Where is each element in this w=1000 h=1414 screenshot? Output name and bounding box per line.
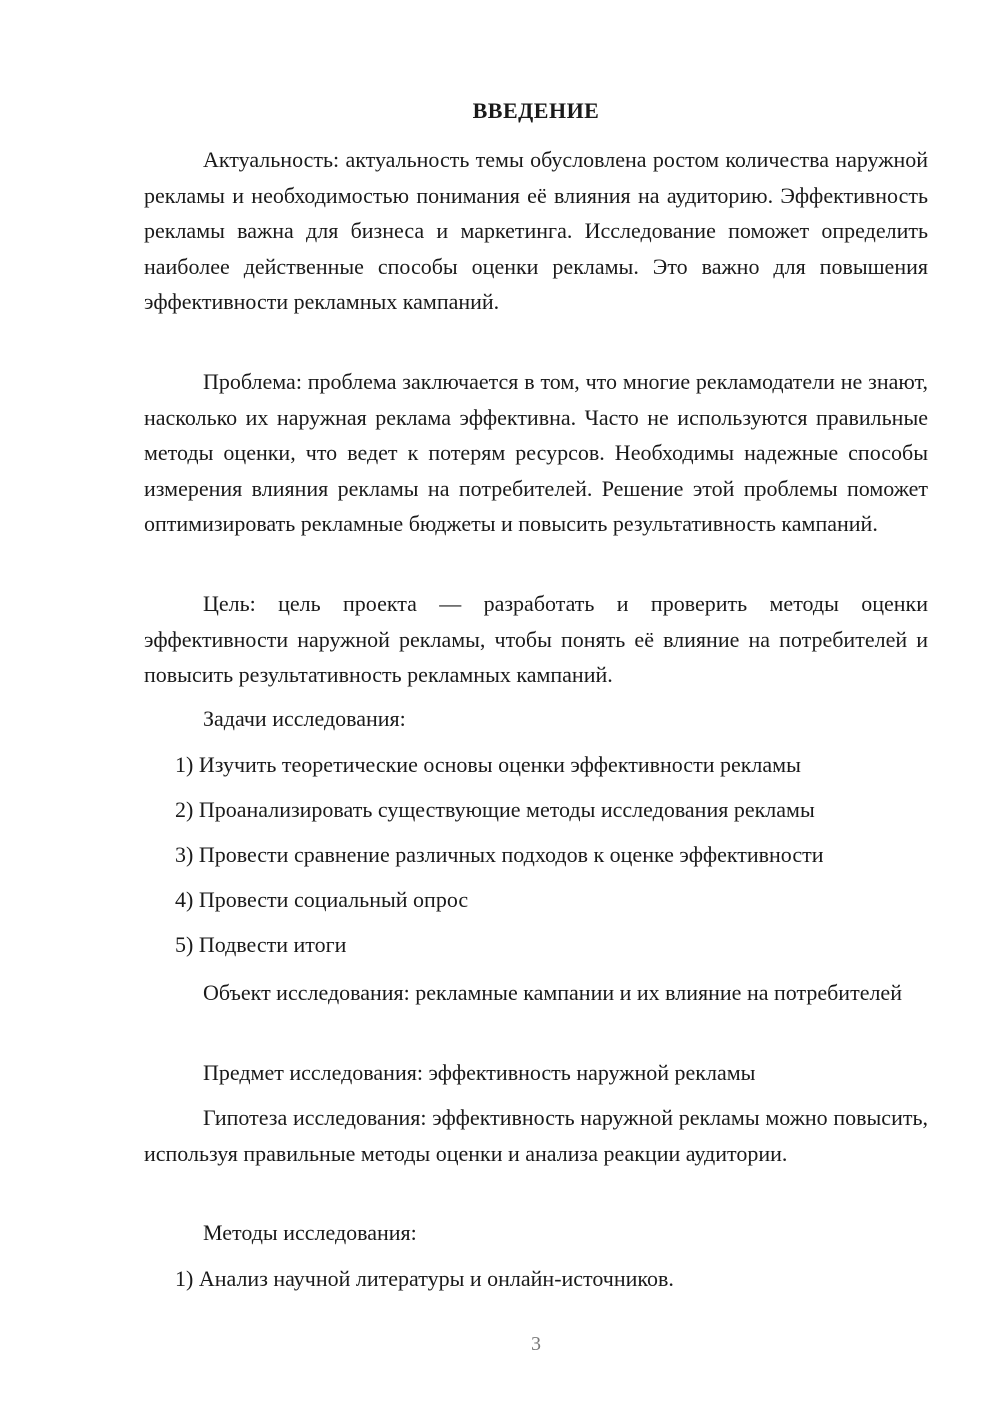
method-item: 1) Анализ научной литературы и онлайн-источников. — [175, 1266, 674, 1291]
relevance-paragraph: Актуальность: актуальность темы обусловлена ростом количества наружной рекламы и необходимостью понимания её влияния на аудиторию. Эффективность рекламы важна для бизнеса и маркетинга. Исследование поможет определить наиболее действенные способы оценки рекламы. Это важно для повышения эффективности рекламных кампаний. — [144, 147, 928, 314]
methods-heading: Методы исследования: — [203, 1220, 417, 1245]
subject-paragraph: Предмет исследования: эффективность наружной рекламы — [203, 1060, 756, 1085]
object-paragraph: Объект исследования: рекламные кампании и их влияние на потребителей — [203, 980, 902, 1005]
page-number: 3 — [531, 1333, 541, 1355]
task-item: 5) Подвести итоги — [175, 932, 347, 957]
task-item: 4) Провести социальный опрос — [175, 887, 469, 912]
goal-paragraph: Цель: цель проекта — разработать и проверить методы оценки эффективности наружной рекламы, чтобы понять её влияние на потребителей и повысить результативность рекламных кампаний. — [144, 591, 928, 687]
tasks-heading: Задачи исследования: — [203, 706, 406, 731]
problem-paragraph: Проблема: проблема заключается в том, что многие рекламодатели не знают, насколько их наружная реклама эффективна. Часто не используются правильные методы оценки, что ведет к потерям ресурсов. Необходимы надежные способы измерения влияния рекламы на потребителей. Решение этой проблемы поможет оптимизировать рекламные бюджеты и повысить результативность кампаний. — [144, 369, 928, 536]
task-item: 3) Провести сравнение различных подходов к оценке эффективности — [175, 842, 824, 867]
hypothesis-paragraph: Гипотеза исследования: эффективность наружной рекламы можно повысить, используя правильные методы оценки и анализа реакции аудитории. — [144, 1105, 928, 1166]
task-item: 1) Изучить теоретические основы оценки эффективности рекламы — [175, 752, 801, 777]
page-title: ВВЕДЕНИЕ — [472, 98, 600, 123]
document-page — [144, 0, 928, 1414]
task-item: 2) Проанализировать существующие методы исследования рекламы — [175, 797, 815, 822]
